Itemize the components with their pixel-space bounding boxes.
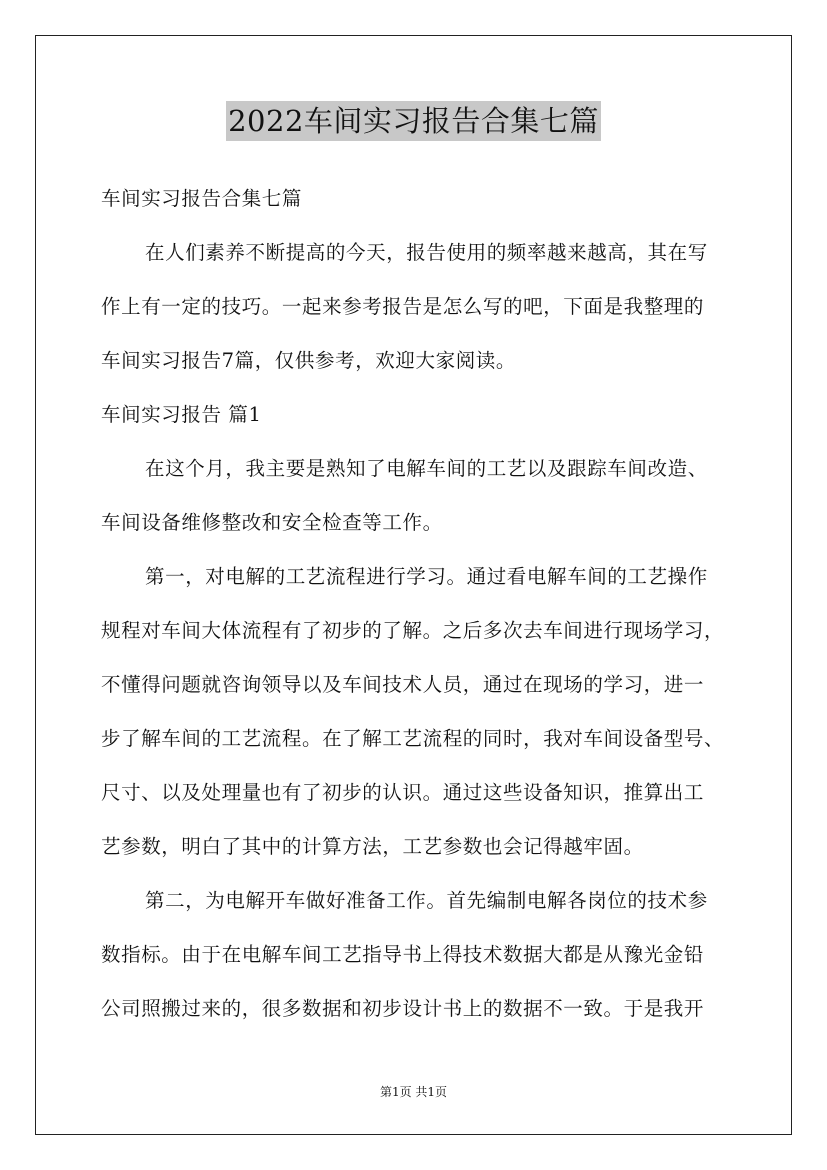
text-line: 车间设备维修整改和安全检查等工作。 — [101, 511, 443, 534]
text-line: 步了解车间的工艺流程。在了解工艺流程的同时，我对车间设备型号、 — [101, 727, 725, 750]
text-line: 数指标。由于在电解车间工艺指导书上得技术数据大都是从豫光金铅 — [101, 943, 705, 966]
text-line: 第二，为电解开车做好准备工作。首先编制电解各岗位的技术参 — [145, 889, 708, 912]
text-line: 在人们素养不断提高的今天，报告使用的频率越来越高，其在写 — [145, 241, 708, 264]
text-line: 车间实习报告7篇，仅供参考，欢迎大家阅读。 — [101, 349, 517, 372]
text-line: 公司照搬过来的，很多数据和初步设计书上的数据不一致。于是我开 — [101, 997, 705, 1020]
title-container — [0, 101, 827, 141]
section-heading: 车间实习报告 篇1 — [101, 403, 262, 426]
text-line: 车间实习报告合集七篇 — [101, 187, 303, 210]
text-line: 尺寸、以及处理量也有了初步的认识。通过这些设备知识，推算出工 — [101, 781, 705, 804]
text-line: 艺参数，明白了其中的计算方法，工艺参数也会记得越牢固。 — [101, 835, 644, 858]
text-line: 在这个月，我主要是熟知了电解车间的工艺以及跟踪车间改造、 — [145, 457, 708, 480]
document-title: 2022车间实习报告合集七篇 — [226, 101, 601, 141]
text-line: 第一，对电解的工艺流程进行学习。通过看电解车间的工艺操作 — [145, 565, 708, 588]
text-line: 规程对车间大体流程有了初步的了解。之后多次去车间进行现场学习， — [101, 619, 725, 642]
document-body — [101, 172, 741, 1036]
text-line: 作上有一定的技巧。一起来参考报告是怎么写的吧，下面是我整理的 — [101, 295, 705, 318]
page-footer: 第1页 共1页 — [379, 1085, 448, 1099]
text-line: 不懂得问题就咨询领导以及车间技术人员，通过在现场的学习，进一 — [101, 673, 705, 696]
